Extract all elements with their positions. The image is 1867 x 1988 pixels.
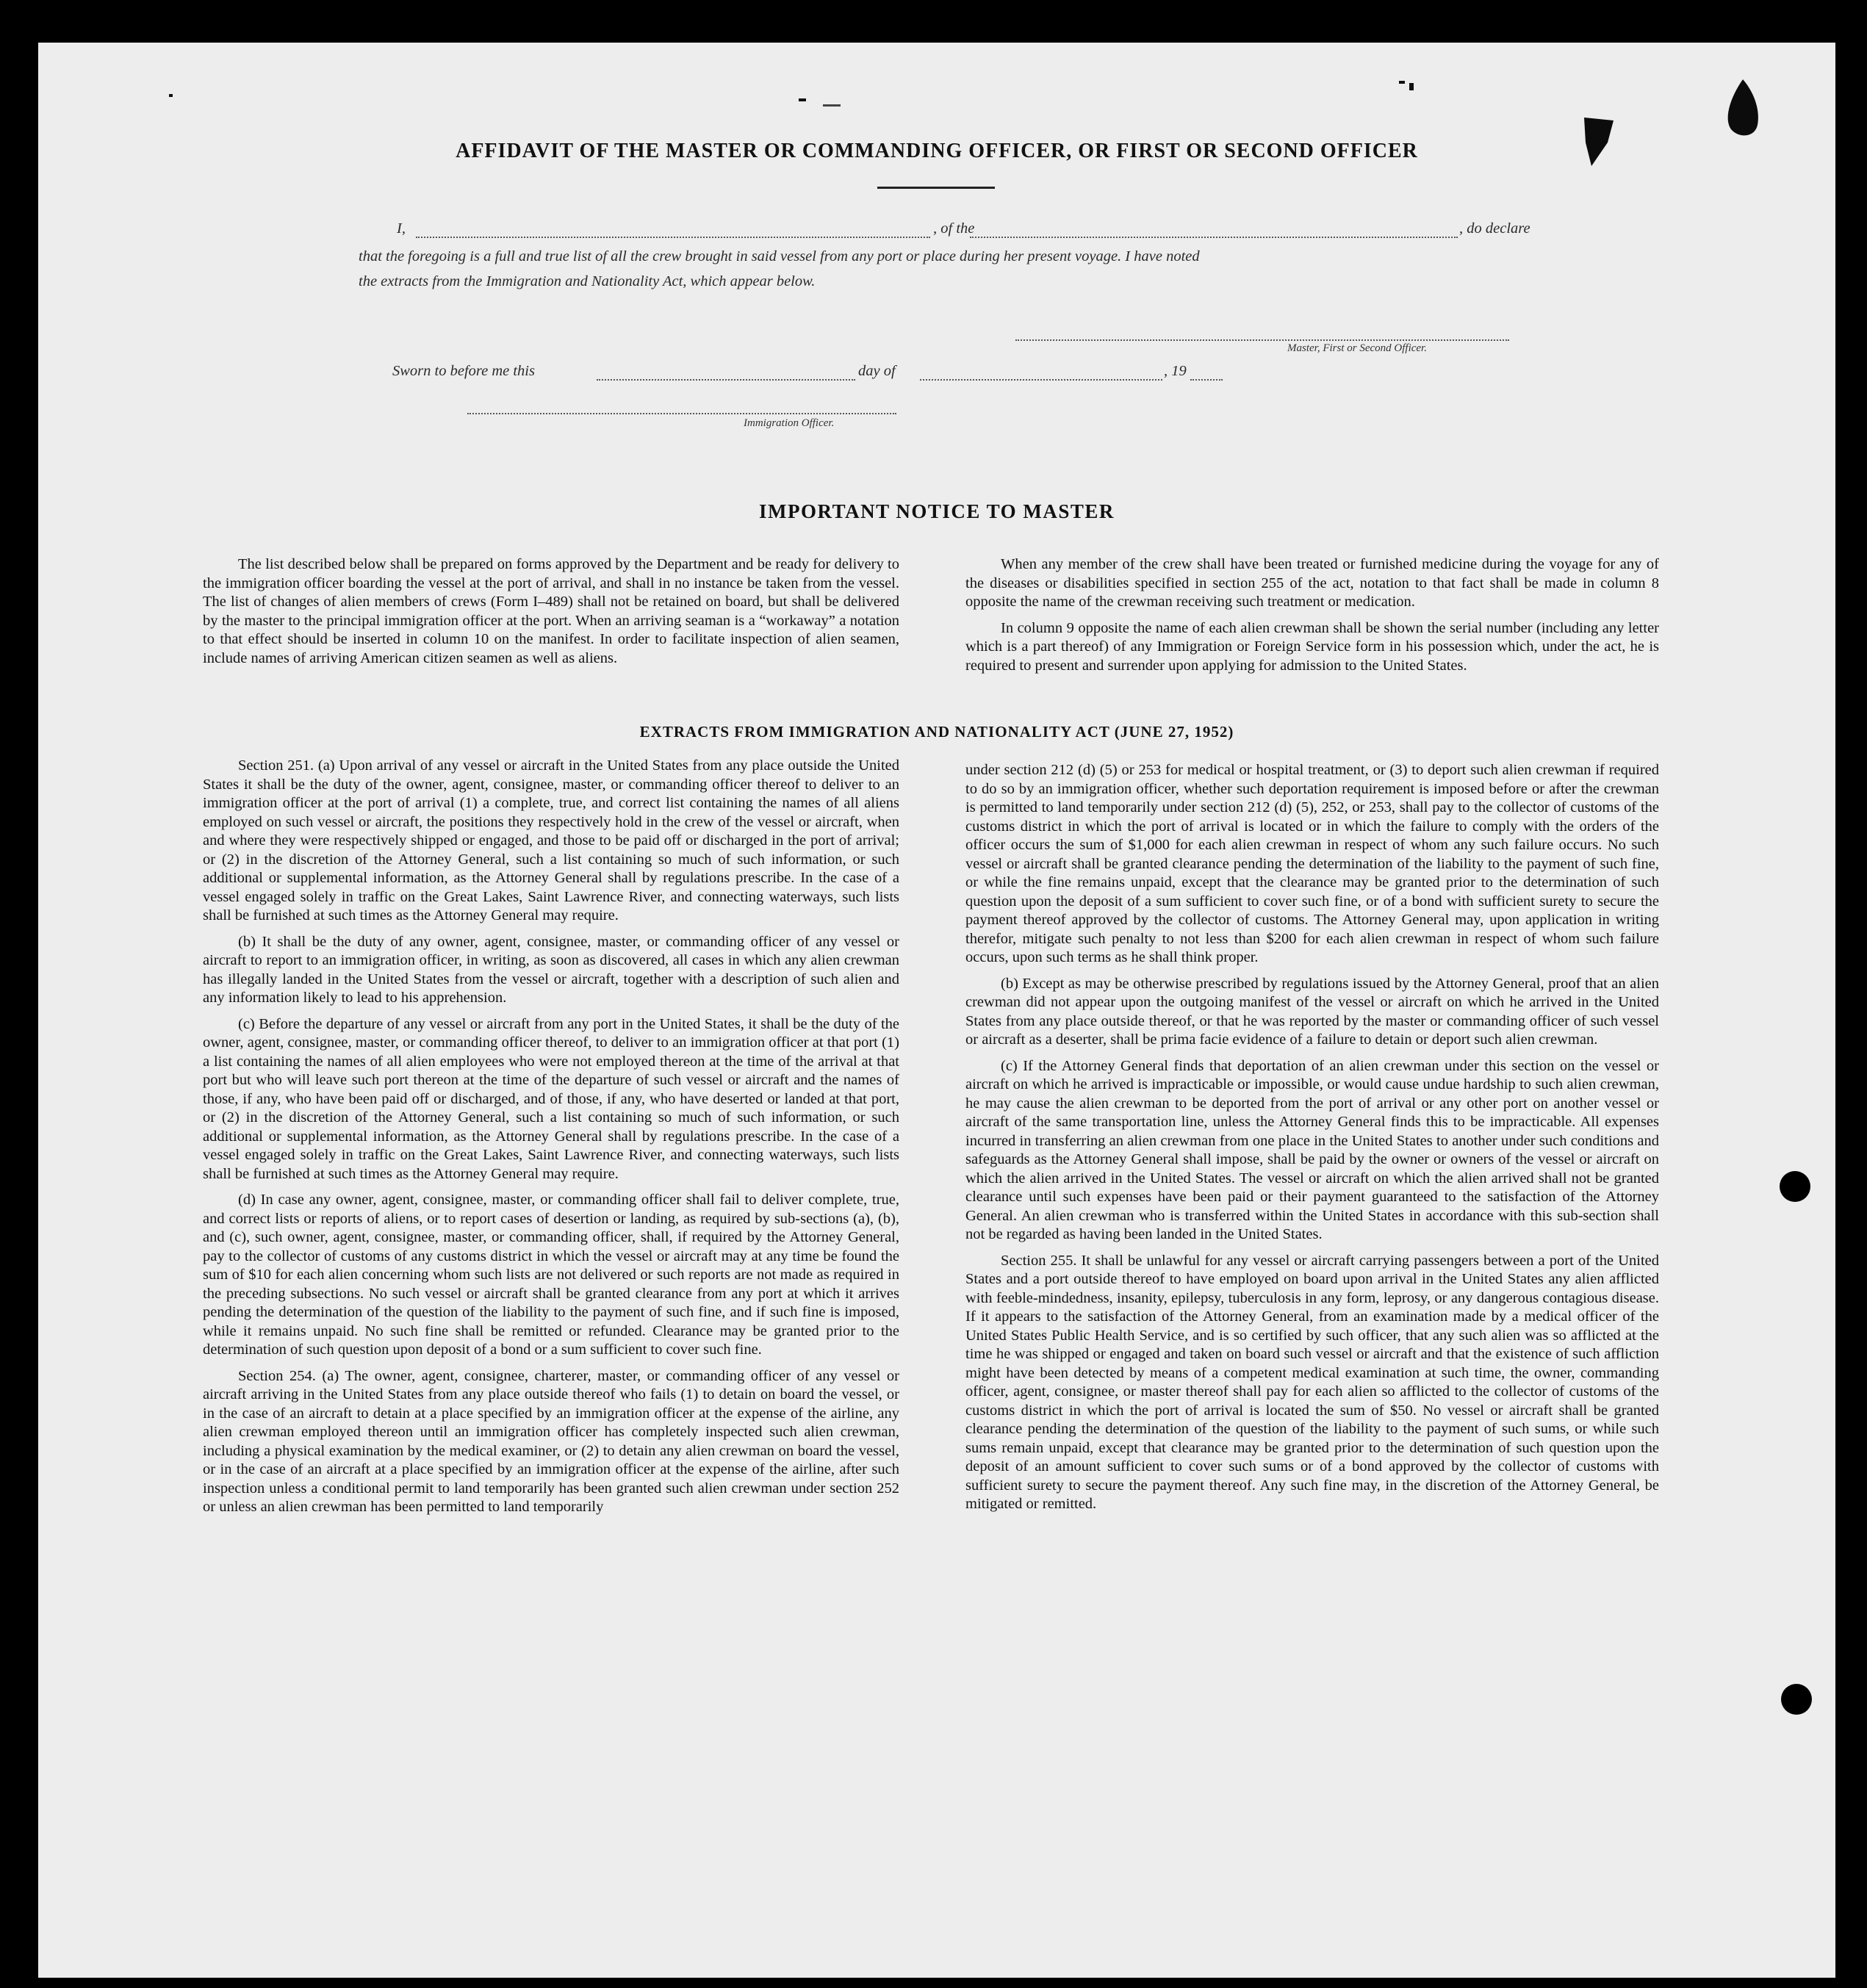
scan-speck [823,104,841,107]
sworn-label: Sworn to before me this [392,363,535,379]
line-i-label: I, [397,220,406,237]
notice-left-paragraph: The list described below shall be prepared on forms approved by the Department and be ready for delivery to the immigration officer boarding the vessel at the port of arrival, and shall in no instance be taken from the vessel. The list of changes of alien members of crews (Form I–489) shall not be retained on board, but shall be delivered by the master to the principal immigration officer at the port. When an arriving seaman is a “workaway” a notation to that effect should be inserted in column 10 on the manifest. In order to facilitate inspection of alien seamen, include names of arriving American citizen seamen as well as aliens. [203,556,899,666]
section-254b-paragraph: (b) Except as may be otherwise prescribed by regulations issued by the Attorney General, proof that an alien crewman did not appear upon the outgoing manifest of the vessel or aircraft on which he arrived in the United States from any place outside thereof, or that he was reported by the master or commanding officer of such vessel or aircraft as a deserter, shall be prima facie evidence of a failure to detain or deport such alien crewman. [965,975,1659,1048]
section-254a-continuation: under section 212 (d) (5) or 253 for medical or hospital treatment, or (3) to deport such alien crewman if required to do so by an immigration officer, whether such deportation requirement is imposed before or after the crewman is permitted to land temporarily under section 212 (d) (5), 252, or 253, shall pay to the collector of customs of the customs district in which the port of arrival is located or in which the failure to comply with the orders of the officer occurs the sum of $1,000 for each alien crewman in respect of whom any such failure occurs. No such vessel or aircraft shall be granted clearance pending the determination of the liability to the payment of such fine, or while the fine remains unpaid, except that the clearance may be granted prior to the determination of such question upon the deposit of a sum sufficient to cover such fine, or of a bond with sufficient surety to secure the payment thereof approved by the collector of customs. The Attorney General may, upon application in writing therefor, mitigate such penalty to not less than $200 for each alien crewman in respect of whom such failure occurs, upon such terms as he shall think proper. [965,762,1659,965]
punch-hole [1780,1171,1810,1202]
declarant-name-field[interactable] [416,237,930,238]
scan-speck [169,94,173,97]
immigration-officer-caption: Immigration Officer. [744,417,835,429]
declaration-line-1: that the foregoing is a full and true list of all the crew brought in said vessel from any port or place during her present voyage. I have noted [359,248,1200,264]
section-254a-paragraph: Section 254. (a) The owner, agent, consignee, charterer, master, or commanding officer of any vessel or aircraft arriving in the United States from any place outside thereof who fails (1) to detain on board the vessel, or in the case of an aircraft to detain at a place specified by an immigration officer at the expense of the airline, any alien crewman employed thereon until an immigration officer has completely inspected such alien crewman, including a physical examination by the medical examiner, or (2) to detain any alien crewman on board the vessel, or in the case of an aircraft at a place specified by an immigration officer at the expense of the airline, after such inspection unless a conditional permit to land temporarily has been granted such alien crewman under section 252 or unless an alien crewman has been permitted to land temporarily [203,1367,899,1515]
scan-speck [1399,81,1405,84]
notice-heading: IMPORTANT NOTICE TO MASTER [759,500,1115,522]
notice-right-paragraph-2: In column 9 opposite the name of each alien crewman shall be shown the serial number (including any letter which is a part thereof) of any Immigration or Foreign Service form in his possession which, under the act, he is required to present and surrender upon applying for admission to the United States. [965,619,1659,674]
officer-signature-field[interactable] [1015,339,1509,341]
notice-right-paragraph-1: When any member of the crew shall have been treated or furnished medicine during the voyage for any of the diseases or disabilities specified in section 255 of the act, notation to that fact shall be made in column 8 opposite the name of the crewman receiving such treatment or medication. [965,556,1659,610]
punch-hole [1781,1684,1812,1715]
extracts-left-column [203,757,899,1524]
document-page [38,43,1835,1978]
sworn-month-field[interactable] [920,379,1162,381]
scan-speck [799,98,806,101]
signature-caption: Master, First or Second Officer. [1287,342,1427,354]
scan-blot [1721,76,1765,143]
scan-speck [1409,83,1414,90]
section-251a-paragraph: Section 251. (a) Upon arrival of any vessel or aircraft in the United States from any place outside the United States it shall be the duty of the owner, agent, consignee, master, or commanding officer thereof to deliver to an immigration officer at the port of arrival (1) a complete, true, and correct list containing the names of all aliens employed on such vessel or aircraft, the positions they respectively hold in the crew of the vessel or aircraft, when and where they were respectively shipped or engaged, and those to be paid off or discharged in the port of arrival; or (2) in the discretion of the Attorney General, such a list containing so much of such information, or such additional or supplemental information, as the Attorney General shall by regulations prescribe. In the case of a vessel engaged solely in traffic on the Great Lakes, Saint Lawrence River, and connecting waterways, such lists shall be furnished at such times as the Attorney General may require. [203,757,899,923]
notice-left-column [203,555,899,675]
section-251c-paragraph: (c) Before the departure of any vessel or aircraft from any port in the United States, it shall be the duty of the owner, agent, consignee, master, or commanding officer thereof, to deliver to an immigration officer at that port (1) a list containing the names of all alien employees who were not employed thereon at the time of the arrival at that port but who will leave such port thereon at the time of the departure of such vessel or aircraft and the names of those, if any, who have been paid off or discharged, and of those, if any, who have deserted or landed at that port, or (2) in the discretion of the Attorney General, such a list containing so much of such information, or such additional or supplemental information, as the Attorney General shall by regulations prescribe. In the case of a vessel engaged solely in traffic on the Great Lakes, Saint Lawrence River, and connecting waterways, such lists shall be furnished at such times as the Attorney General may require. [203,1015,899,1182]
section-251b-paragraph: (b) It shall be the duty of any owner, agent, consignee, master, or commanding officer of any vessel or aircraft to report to an immigration officer, in writing, as soon as discovered, all cases in which any alien crewman has illegally landed in the United States from the vessel or aircraft, together with a description of such alien and any information likely to lead to his apprehension. [203,933,899,1006]
extracts-right-column [965,761,1659,1521]
section-254c-paragraph: (c) If the Attorney General finds that deportation of an alien crewman under this section on the vessel or aircraft on which he arrived is impracticable or impossible, or would cause undue hardship to such alien crewman, he may cause the alien crewman to be deported from the port of arrival or any other port on another vessel or aircraft of the same transportation line, unless the Attorney General finds this to be impracticable. All expenses incurred in transferring an alien crewman from one place in the United States to another under such conditions and safeguards as the Attorney General shall impose, shall be paid by the owner or owners of the vessel or aircraft on which the alien arrived in the United States. The vessel or aircraft on which the alien arrived shall not be granted clearance until such expenses have been paid or their payment guaranteed to the satisfaction of the Attorney General. An alien crewman who is transferred within the United States in accordance with this sub-section shall not be regarded as having been landed in the United States. [965,1057,1659,1242]
sworn-day-field[interactable] [597,379,855,381]
line-of-the-label: , of the [933,220,975,237]
section-255-paragraph: Section 255. It shall be unlawful for any vessel or aircraft carrying passengers between a port of the United States and a port outside thereof to have employed on board upon arrival in the United States any alien afflicted with feeble-mindedness, insanity, epilepsy, tuberculosis in any form, leprosy, or any dangerous contagious disease. If it appears to the satisfaction of the Attorney General, from an examination made by a medical officer of the United States Public Health Service, and is so certified by such officer, that any such alien was so afflicted at the time he was shipped or engaged and taken on board such vessel or aircraft and that the existence of such affliction might have been detected by means of a competent medical examination at such time, the owner, commanding officer, agent, consignee, or master thereof shall pay for each alien so afflicted to the collector of customs of the customs district in which the port of arrival is located the sum of $50. No vessel or aircraft shall be granted clearance pending the determination of the question of the liability to the payment of such sums, or while such sums remain unpaid, except that clearance may be granted prior to the determination of such question upon the deposit of an amount sufficient to cover such sums or of a bond approved by the collector of customs with sufficient surety to secure the payment thereof. Any such fine may, in the discretion of the Attorney General, be mitigated or remitted. [965,1252,1659,1512]
year-label: , 19 [1164,363,1187,379]
title-divider [877,187,995,189]
section-251d-paragraph: (d) In case any owner, agent, consignee, master, or commanding officer shall fail to deliver complete, true, and correct lists or reports of aliens, or to report cases of desertion or landing, as required by sub-sections (a), (b), and (c), such owner, agent, consignee, master, or commanding officer, shall, if required by the Attorney General, pay to the collector of customs of any customs district in which the vessel or aircraft may at any time be found the sum of $10 for each alien concerning whom such lists are not delivered or such reports are not made as required in the preceding subsections. No such vessel or aircraft shall be granted clearance from any port at which it arrives pending the determination of the question of the liability to the payment of such fine, and if such fine is imposed, while it remains unpaid. No such fine shall be remitted or refunded. Clearance may be granted prior to the determination of such question upon deposit of a bond or a sum sufficient to cover such fine. [203,1192,899,1358]
declaration-line-2: the extracts from the Immigration and Nationality Act, which appear below. [359,273,816,289]
immigration-officer-signature-field[interactable] [467,413,896,414]
notice-right-column [965,555,1659,683]
sworn-year-field[interactable] [1190,379,1223,381]
line-do-declare-label: , do declare [1459,220,1530,237]
affidavit-title: AFFIDAVIT OF THE MASTER OR COMMANDING OFFICER, OR FIRST OR SECOND OFFICER [456,140,1418,162]
day-of-label: day of [858,363,896,379]
extracts-heading: EXTRACTS FROM IMMIGRATION AND NATIONALITY ACT (JUNE 27, 1952) [639,723,1234,741]
vessel-name-field[interactable] [970,237,1458,238]
